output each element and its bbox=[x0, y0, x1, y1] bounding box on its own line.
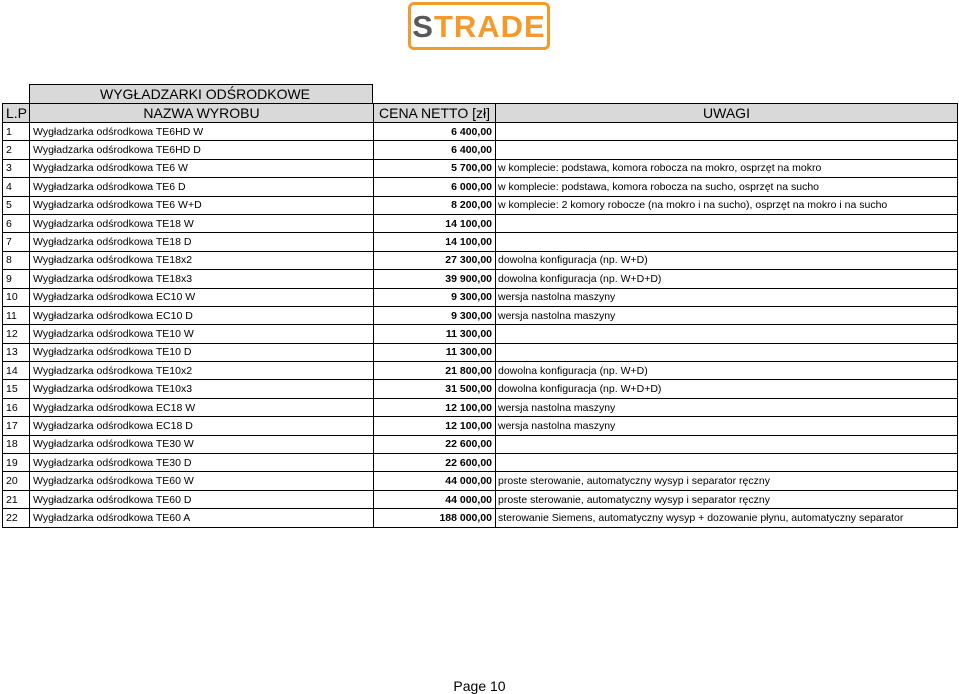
cell-notes: proste sterowanie, automatyczny wysyp i separator ręczny bbox=[496, 472, 958, 490]
cell-lp: 8 bbox=[3, 251, 30, 269]
cell-price: 12 100,00 bbox=[374, 417, 496, 435]
cell-notes: wersja nastolna maszyny bbox=[496, 306, 958, 324]
cell-lp: 11 bbox=[3, 306, 30, 324]
page-number: Page 10 bbox=[453, 678, 506, 694]
cell-product-name: Wygładzarka odśrodkowa TE6 W bbox=[30, 159, 374, 177]
cell-product-name: Wygładzarka odśrodkowa EC18 D bbox=[30, 417, 374, 435]
cell-lp: 21 bbox=[3, 490, 30, 508]
cell-notes bbox=[496, 141, 958, 159]
cell-product-name: Wygładzarka odśrodkowa TE18x3 bbox=[30, 270, 374, 288]
cell-price: 27 300,00 bbox=[374, 251, 496, 269]
table-row bbox=[3, 417, 958, 435]
cell-price: 11 300,00 bbox=[374, 343, 496, 361]
table-row bbox=[3, 178, 958, 196]
table-row bbox=[3, 398, 958, 416]
cell-notes bbox=[496, 435, 958, 453]
cell-product-name: Wygładzarka odśrodkowa TE10x3 bbox=[30, 380, 374, 398]
cell-notes bbox=[496, 233, 958, 251]
cell-product-name: Wygładzarka odśrodkowa TE60 D bbox=[30, 490, 374, 508]
cell-lp: 10 bbox=[3, 288, 30, 306]
table-row bbox=[3, 233, 958, 251]
cell-notes: dowolna konfiguracja (np. W+D) bbox=[496, 362, 958, 380]
cell-price: 44 000,00 bbox=[374, 490, 496, 508]
table-row bbox=[3, 435, 958, 453]
cell-price: 14 100,00 bbox=[374, 214, 496, 232]
cell-notes: w komplecie: podstawa, komora robocza na mokro, osprzęt na mokro bbox=[496, 159, 958, 177]
table-row bbox=[3, 325, 958, 343]
cell-lp: 14 bbox=[3, 362, 30, 380]
table-row bbox=[3, 454, 958, 472]
header-lp: L.P bbox=[3, 104, 30, 123]
price-table bbox=[2, 103, 958, 528]
cell-product-name: Wygładzarka odśrodkowa EC10 W bbox=[30, 288, 374, 306]
cell-notes bbox=[496, 343, 958, 361]
cell-notes bbox=[496, 123, 958, 141]
table-row bbox=[3, 251, 958, 269]
cell-product-name: Wygładzarka odśrodkowa TE18 D bbox=[30, 233, 374, 251]
cell-lp: 5 bbox=[3, 196, 30, 214]
cell-lp: 18 bbox=[3, 435, 30, 453]
header-notes: UWAGI bbox=[496, 104, 958, 123]
cell-lp: 20 bbox=[3, 472, 30, 490]
cell-notes: w komplecie: podstawa, komora robocza na sucho, osprzęt na sucho bbox=[496, 178, 958, 196]
cell-price: 11 300,00 bbox=[374, 325, 496, 343]
cell-price: 188 000,00 bbox=[374, 509, 496, 527]
cell-lp: 2 bbox=[3, 141, 30, 159]
cell-product-name: Wygładzarka odśrodkowa TE6 D bbox=[30, 178, 374, 196]
table-row bbox=[3, 288, 958, 306]
cell-price: 22 600,00 bbox=[374, 435, 496, 453]
cell-product-name: Wygładzarka odśrodkowa TE30 D bbox=[30, 454, 374, 472]
cell-product-name: Wygładzarka odśrodkowa TE6HD D bbox=[30, 141, 374, 159]
table-row bbox=[3, 472, 958, 490]
cell-product-name: Wygładzarka odśrodkowa TE10x2 bbox=[30, 362, 374, 380]
cell-price: 44 000,00 bbox=[374, 472, 496, 490]
cell-notes: wersja nastolna maszyny bbox=[496, 398, 958, 416]
table-row bbox=[3, 141, 958, 159]
cell-product-name: Wygładzarka odśrodkowa TE18 W bbox=[30, 214, 374, 232]
cell-price: 12 100,00 bbox=[374, 398, 496, 416]
table-row bbox=[3, 380, 958, 398]
cell-lp: 3 bbox=[3, 159, 30, 177]
section-title: WYGŁADZARKI ODŚRODKOWE bbox=[29, 84, 373, 103]
cell-notes: dowolna konfiguracja (np. W+D) bbox=[496, 251, 958, 269]
cell-price: 6 400,00 bbox=[374, 123, 496, 141]
table-row bbox=[3, 509, 958, 527]
table-row bbox=[3, 270, 958, 288]
table-row bbox=[3, 159, 958, 177]
table-row bbox=[3, 196, 958, 214]
cell-product-name: Wygładzarka odśrodkowa TE10 D bbox=[30, 343, 374, 361]
cell-notes: proste sterowanie, automatyczny wysyp i separator ręczny bbox=[496, 490, 958, 508]
cell-lp: 15 bbox=[3, 380, 30, 398]
cell-lp: 9 bbox=[3, 270, 30, 288]
cell-product-name: Wygładzarka odśrodkowa TE18x2 bbox=[30, 251, 374, 269]
cell-price: 5 700,00 bbox=[374, 159, 496, 177]
cell-notes bbox=[496, 454, 958, 472]
cell-product-name: Wygładzarka odśrodkowa EC18 W bbox=[30, 398, 374, 416]
cell-notes: wersja nastolna maszyny bbox=[496, 417, 958, 435]
cell-price: 9 300,00 bbox=[374, 306, 496, 324]
cell-lp: 1 bbox=[3, 123, 30, 141]
header-name: NAZWA WYROBU bbox=[30, 104, 374, 123]
logo-letters-trade: TRADE bbox=[433, 8, 546, 44]
cell-notes: dowolna konfiguracja (np. W+D+D) bbox=[496, 270, 958, 288]
cell-price: 9 300,00 bbox=[374, 288, 496, 306]
logo-text bbox=[412, 8, 546, 44]
cell-price: 6 000,00 bbox=[374, 178, 496, 196]
table-body bbox=[3, 123, 958, 528]
cell-price: 14 100,00 bbox=[374, 233, 496, 251]
cell-notes: w komplecie: 2 komory robocze (na mokro i na sucho), osprzęt na mokro i na sucho bbox=[496, 196, 958, 214]
cell-product-name: Wygładzarka odśrodkowa TE30 W bbox=[30, 435, 374, 453]
cell-price: 31 500,00 bbox=[374, 380, 496, 398]
cell-lp: 4 bbox=[3, 178, 30, 196]
cell-product-name: Wygładzarka odśrodkowa TE60 A bbox=[30, 509, 374, 527]
cell-product-name: Wygładzarka odśrodkowa TE60 W bbox=[30, 472, 374, 490]
strade-logo bbox=[408, 2, 550, 50]
cell-lp: 12 bbox=[3, 325, 30, 343]
cell-lp: 16 bbox=[3, 398, 30, 416]
table-row bbox=[3, 490, 958, 508]
cell-product-name: Wygładzarka odśrodkowa TE10 W bbox=[30, 325, 374, 343]
table-row bbox=[3, 362, 958, 380]
header-price: CENA NETTO [zł] bbox=[374, 104, 496, 123]
cell-product-name: Wygładzarka odśrodkowa TE6 W+D bbox=[30, 196, 374, 214]
cell-price: 21 800,00 bbox=[374, 362, 496, 380]
cell-product-name: Wygładzarka odśrodkowa EC10 D bbox=[30, 306, 374, 324]
cell-notes bbox=[496, 325, 958, 343]
cell-notes: sterowanie Siemens, automatyczny wysyp + dozowanie płynu, automatyczny separator bbox=[496, 509, 958, 527]
cell-lp: 17 bbox=[3, 417, 30, 435]
cell-notes: wersja nastolna maszyny bbox=[496, 288, 958, 306]
table-row bbox=[3, 123, 958, 141]
cell-product-name: Wygładzarka odśrodkowa TE6HD W bbox=[30, 123, 374, 141]
cell-price: 22 600,00 bbox=[374, 454, 496, 472]
cell-lp: 19 bbox=[3, 454, 30, 472]
table-row bbox=[3, 343, 958, 361]
cell-lp: 7 bbox=[3, 233, 30, 251]
cell-price: 6 400,00 bbox=[374, 141, 496, 159]
cell-notes: dowolna konfiguracja (np. W+D+D) bbox=[496, 380, 958, 398]
table-header-row bbox=[3, 104, 958, 123]
table-row bbox=[3, 306, 958, 324]
cell-lp: 6 bbox=[3, 214, 30, 232]
cell-notes bbox=[496, 214, 958, 232]
cell-price: 39 900,00 bbox=[374, 270, 496, 288]
table-row bbox=[3, 214, 958, 232]
logo-letter-s: S bbox=[412, 8, 434, 44]
cell-price: 8 200,00 bbox=[374, 196, 496, 214]
cell-lp: 22 bbox=[3, 509, 30, 527]
cell-lp: 13 bbox=[3, 343, 30, 361]
